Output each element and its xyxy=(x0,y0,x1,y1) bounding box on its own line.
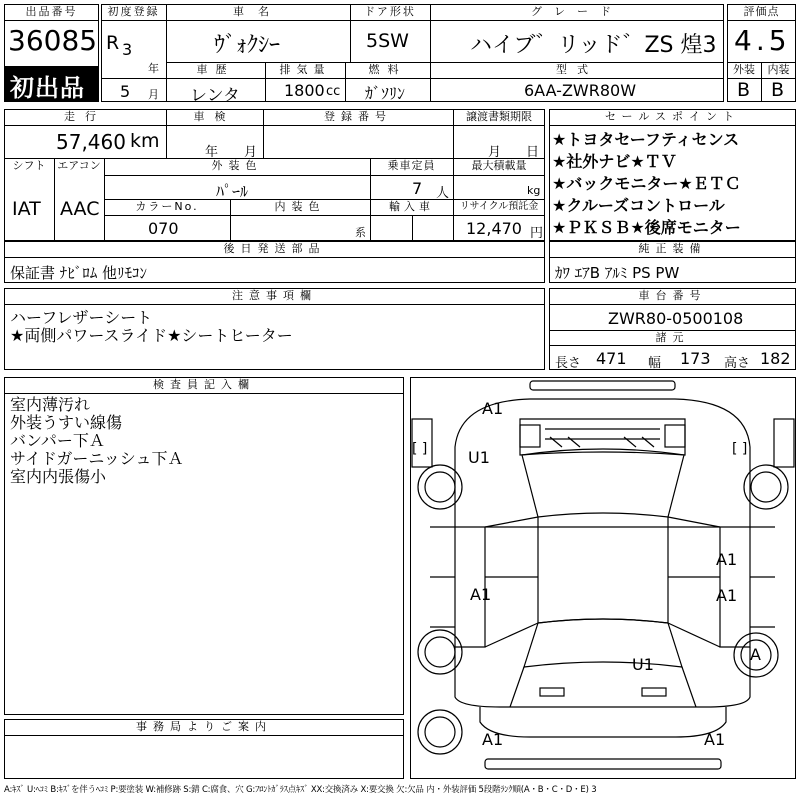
aircon-label: エアコン xyxy=(57,159,101,172)
exterior-grade: B xyxy=(737,79,751,101)
ext-color-label: 外装色 xyxy=(211,159,263,172)
shift-label: シフト xyxy=(12,159,46,172)
sales-point-item: ★クルーズコントロール xyxy=(552,196,725,215)
mark-a1-right-rear: A1 xyxy=(716,586,738,605)
inspector-line: 室内薄汚れ xyxy=(10,395,91,414)
notes-label: 注意事項欄 xyxy=(232,289,317,302)
inspector-label: 検査員記入欄 xyxy=(153,378,255,391)
inspection-year-unit: 年 xyxy=(205,145,219,160)
history: レンタ xyxy=(190,86,240,106)
mark-a1-top: A1 xyxy=(482,399,504,418)
mark-bracket-right: [ ] xyxy=(732,441,748,457)
car-name-label: 車名 xyxy=(233,5,283,18)
grade-label: グレード xyxy=(531,5,623,18)
interior-label: 内装 xyxy=(767,63,790,76)
shift: IAT xyxy=(12,198,41,220)
import-label: 輸入車 xyxy=(389,200,434,213)
width-label: 幅 xyxy=(648,356,662,371)
mark-a1-bottom-right: A1 xyxy=(704,730,726,749)
aircon: AAC xyxy=(60,198,100,220)
car-name: ｳﾞｫｸｼｰ xyxy=(214,33,281,58)
mark-a1-bottom-left: A1 xyxy=(482,730,504,749)
interior-grade: B xyxy=(771,79,785,101)
capacity: 7 xyxy=(412,179,423,198)
transfer-label: 譲渡書類期限 xyxy=(466,110,532,123)
displacement-unit: cc xyxy=(326,84,341,99)
mark-a1-left-door: A1 xyxy=(470,585,492,604)
first-reg-year-unit: 年 xyxy=(148,62,159,75)
legend-text: A:ｷｽﾞ U:ﾍｺﾐ B:ｷｽﾞを伴うﾍｺﾐ P:要塗装 W:補修跡 S:錆 C:腐食、穴 G:ﾌﾛﾝﾄｶﾞﾗｽ点ｷｽﾞ XX:交換済み X:要交換 欠:欠品 内・外装評価 5段階ﾗﾝｸ順(A・B・C・D・E) 3 xyxy=(4,785,597,795)
mark-bracket-left: [ ] xyxy=(412,441,428,457)
lot-number-label: 出品番号 xyxy=(25,5,78,18)
exterior-label: 外装 xyxy=(733,63,755,76)
inspector-line: 室内内張傷小 xyxy=(10,467,107,486)
recycle-label: リサイクル預託金 xyxy=(459,201,539,212)
notes-list xyxy=(10,309,293,345)
first-reg-year: 3 xyxy=(122,40,133,59)
after-parts-label: 後日発送部品 xyxy=(223,242,326,255)
mark-u1-left: U1 xyxy=(468,448,490,467)
inspection-label: 車検 xyxy=(193,110,236,123)
reg-no-label: 登録番号 xyxy=(324,110,392,123)
specs-label: 諸元 xyxy=(655,331,690,344)
note-line: ★両側パワースライド★シートヒーター xyxy=(10,326,293,345)
mileage: 57,460 xyxy=(56,130,126,154)
oem-equipment: ｶﾜ ｴｱB ｱﾙﾐ PS PW xyxy=(555,264,680,282)
sales-point-item: ★バックモニター★ＥＴＣ xyxy=(552,174,741,193)
mileage-label: 走行 xyxy=(64,110,106,123)
ext-color: ﾊﾟｰﾙ xyxy=(216,182,249,201)
grade: ハイブ゛リッド゛ZS 煌3 xyxy=(470,33,717,58)
transfer-month-unit: 月 xyxy=(488,145,502,160)
sales-point-item: ★トヨタセーフティセンス xyxy=(552,130,740,149)
inspector-list xyxy=(10,396,183,486)
fuel-label: 燃料 xyxy=(368,63,407,76)
first-reg-month-unit: 月 xyxy=(148,88,159,101)
color-no-label: カラーNo. xyxy=(135,200,199,213)
note-line: ハーフレザーシート xyxy=(10,308,153,327)
car-diagram xyxy=(410,377,796,779)
displacement-label: 排気量 xyxy=(279,63,331,76)
oem-equipment-label: 純正装備 xyxy=(638,242,707,255)
first-reg-era: R xyxy=(106,32,120,54)
capacity-unit: 人 xyxy=(436,186,450,201)
score: 4.5 xyxy=(734,24,791,57)
door-type: 5SW xyxy=(366,30,409,52)
first-reg-month: 5 xyxy=(120,82,131,101)
height: 182 xyxy=(760,349,791,368)
int-color-unit: 系 xyxy=(355,226,366,239)
mark-u1-rear: U1 xyxy=(632,655,654,674)
mileage-unit: km xyxy=(130,130,160,152)
displacement: 1800 xyxy=(284,81,325,100)
max-load-unit: kg xyxy=(527,184,541,197)
fuel: ｶﾞｿﾘﾝ xyxy=(365,84,406,103)
inspector-line: バンパー下Ａ xyxy=(10,431,105,450)
history-label: 車歴 xyxy=(196,63,235,76)
sales-point-item: ★社外ナビ★ＴＶ xyxy=(552,152,677,171)
inspector-line: サイドガーニッシュ下Ａ xyxy=(10,449,184,468)
mark-a-wheel: A xyxy=(750,645,761,664)
sales-points-list xyxy=(552,129,741,239)
capacity-label: 乗車定員 xyxy=(387,159,436,172)
sales-points-label: セールスポイント xyxy=(604,110,740,123)
door-type-label: ドア形状 xyxy=(364,5,416,18)
inspection-month-unit: 月 xyxy=(244,145,258,160)
transfer-day-unit: 日 xyxy=(526,145,540,160)
length: 471 xyxy=(596,349,627,368)
first-reg-label: 初度登録 xyxy=(107,5,160,18)
height-label: 高さ xyxy=(724,356,751,371)
lot-number: 36085 xyxy=(8,24,98,57)
model-code: 6AA-ZWR80W xyxy=(524,81,637,100)
int-color-label: 内装色 xyxy=(274,200,326,213)
first-listing-text: 初出品 xyxy=(10,74,85,102)
chassis-label: 車台番号 xyxy=(638,289,707,302)
mark-a1-right-door: A1 xyxy=(716,550,738,569)
chassis-number: ZWR80-0500108 xyxy=(608,309,744,328)
office-label: 事務局よりご案内 xyxy=(136,720,272,733)
max-load-label: 最大積載量 xyxy=(471,159,527,172)
width: 173 xyxy=(680,349,711,368)
color-no: 070 xyxy=(148,219,179,238)
model-label: 型式 xyxy=(556,63,598,76)
after-parts: 保証書 ﾅﾋﾞﾛﾑ 他ﾘﾓｺﾝ xyxy=(10,264,148,282)
inspector-line: 外装うすい線傷 xyxy=(10,413,123,432)
sales-point-item: ★ＰＫＳＢ★後席モニター xyxy=(552,218,741,237)
recycle-unit: 円 xyxy=(530,226,544,241)
score-label: 評価点 xyxy=(743,5,780,18)
length-label: 長さ xyxy=(555,356,582,371)
recycle-fee: 12,470 xyxy=(466,219,522,238)
